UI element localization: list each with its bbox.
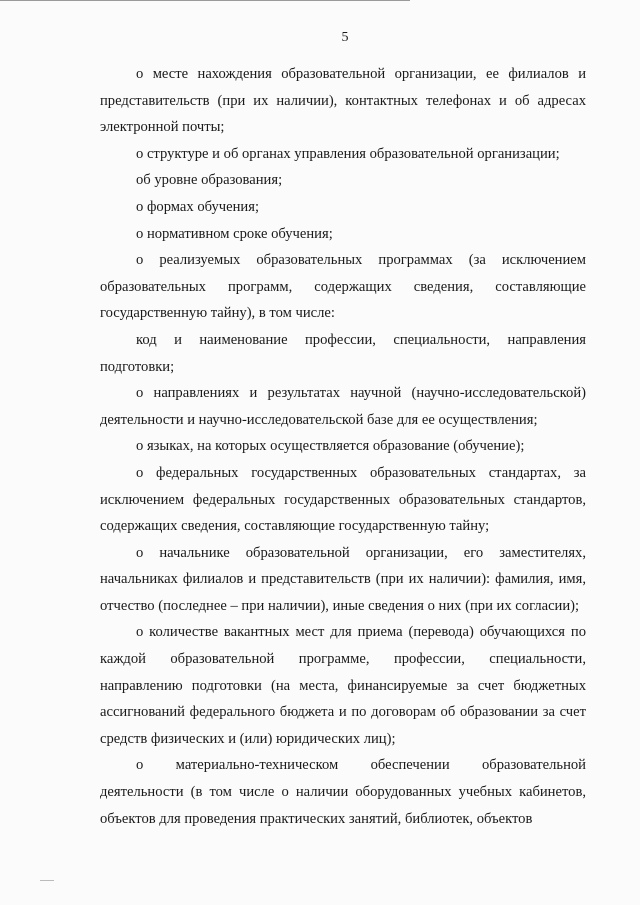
paragraph-research: о направлениях и результатах научной (научно-исследовательской) деятельности и научно-исследовательской базе для ее осуществления; (100, 385, 590, 428)
paragraph-languages: о языках, на которых осуществляется образование (обучение); (136, 438, 525, 455)
paragraph-study-duration: о нормативном сроке обучения; (136, 225, 333, 242)
paragraph-standards: о федеральных государственных образовательных стандартах, за исключением федеральных государственных образовательных стандартов, содержащих сведения, составляющие государственную тайну; (100, 464, 590, 535)
paragraph-programs: о реализуемых образовательных программах (за исключением образовательных программ, содержащих сведения, составляющие государственную тайну), в том числе: (100, 252, 590, 322)
paragraph-education-level: об уровне образования; (136, 172, 283, 189)
paragraph-program-code: код и наименование профессии, специальности, направления подготовки; (100, 331, 590, 375)
page-number: 5 (341, 30, 349, 45)
paragraph-structure: о структуре и об органах управления образовательной организации; (136, 145, 560, 162)
paragraph-location-contacts: о месте нахождения образовательной организации, ее филиалов и представительств (при их наличии), контактных телефонах и об адресах электронной почты; (100, 66, 590, 136)
paragraph-facilities: о материально-техническом обеспечении образовательной деятельности (в том числе о наличии оборудованных учебных кабинетов, объектов для проведения практических занятий, библиотек, объектов (100, 757, 590, 827)
paragraph-vacancies: о количестве вакантных мест для приема (перевода) обучающихся по каждой образовательной программе, профессии, специальности, направлению подготовки (на места, финансируемые за счет бюджетных ассигнований федерального бюджета и по договорам об образовании за счет средств физических и (или) юридических лиц); (100, 624, 590, 747)
paragraph-study-forms: о формах обучения; (136, 198, 259, 215)
document-body (100, 61, 590, 832)
scan-artifact (40, 880, 54, 881)
scan-top-border (0, 0, 410, 1)
paragraph-head: о начальнике образовательной организации, его заместителях, начальниках филиалов и представительств (при их наличии): фамилия, имя, отчество (последнее – при наличии), иные сведения о них (при их согласии); (100, 544, 590, 614)
